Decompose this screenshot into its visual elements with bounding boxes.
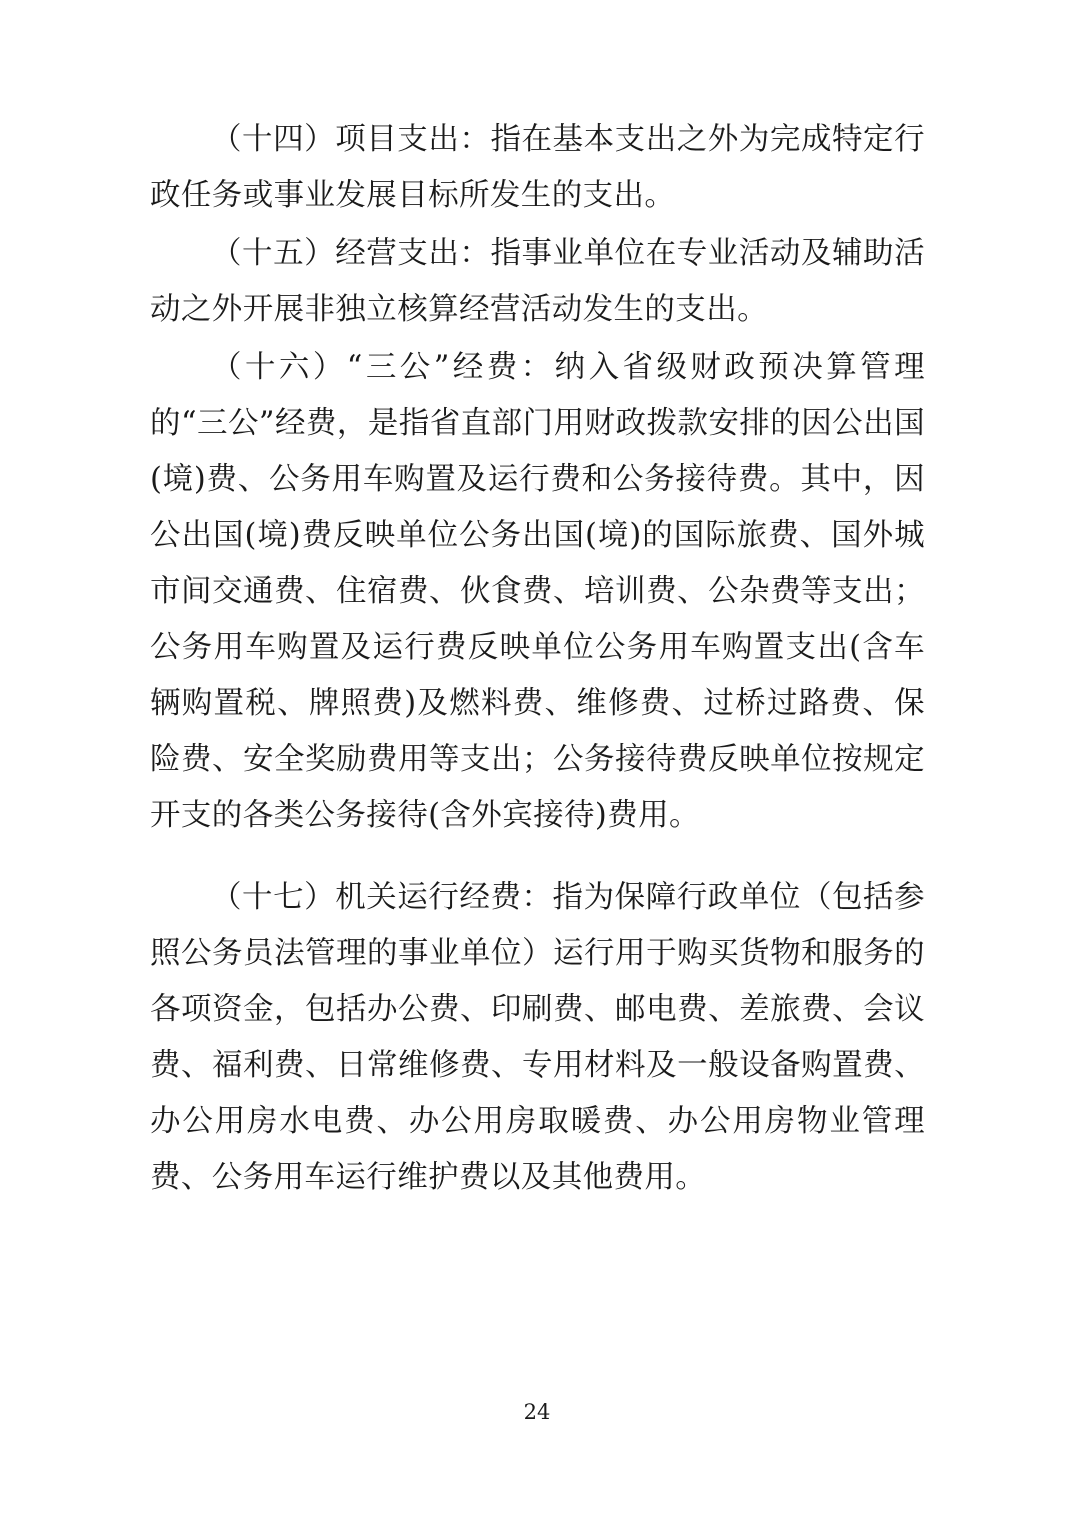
paragraph-item-17: （十七）机关运行经费：指为保障行政单位（包括参照公务员法管理的事业单位）运行用于购买货物和服务的各项资金，包括办公费、印刷费、邮电费、差旅费、会议费、福利费、日常维修费、专用材料及一般设备购置费、办公用房水电费、办公用房取暖费、办公用房物业管理费、公务用车运行维护费以及其他费用。 (150, 880, 925, 1195)
document-body (150, 112, 925, 1206)
paragraph-item-15: （十五）经营支出：指事业单位在专业活动及辅助活动之外开展非独立核算经营活动发生的支出。 (150, 236, 925, 327)
paragraph-item-16: （十六）“三公”经费：纳入省级财政预决算管理的“三公”经费，是指省直部门用财政拨款安排的因公出国(境)费、公务用车购置及运行费和公务接待费。其中，因公出国(境)费反映单位公务出国(境)的国际旅费、国外城市间交通费、住宿费、伙食费、培训费、公杂费等支出；公务用车购置及运行费反映单位公务用车购置支出(含车辆购置税、牌照费)及燃料费、维修费、过桥过路费、保险费、安全奖励费用等支出；公务接待费反映单位按规定开支的各类公务接待(含外宾接待)费用。 (150, 350, 925, 833)
page-number: 24 (523, 1400, 551, 1424)
paragraph-item-14: （十四）项目支出：指在基本支出之外为完成特定行政任务或事业发展目标所发生的支出。 (150, 122, 925, 213)
